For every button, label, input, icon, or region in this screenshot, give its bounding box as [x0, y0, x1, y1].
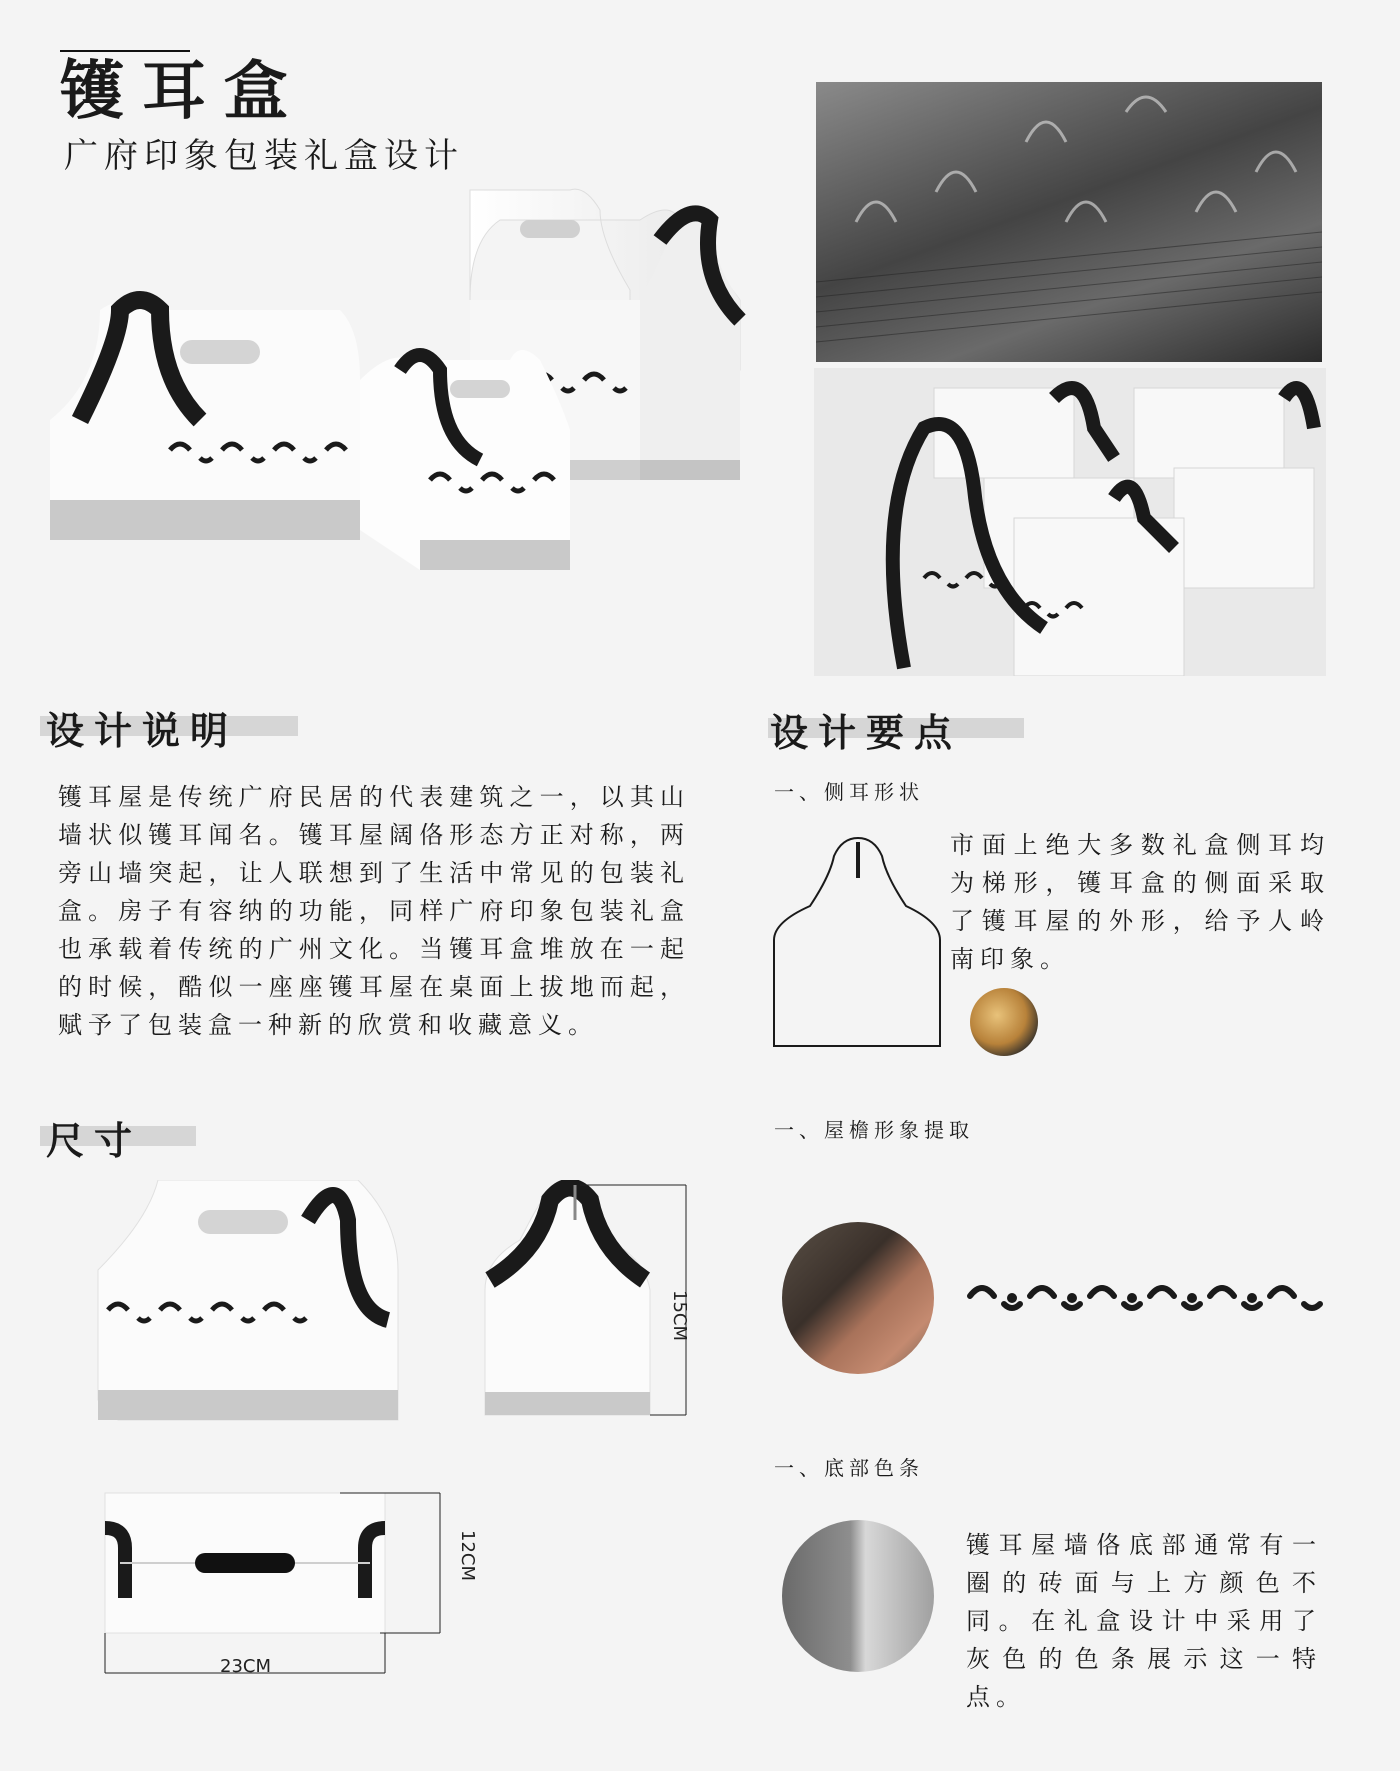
rooftop-reference-photo [816, 82, 1322, 362]
box-small [360, 350, 570, 570]
height-dimension-label: 15CM [669, 1290, 690, 1342]
size-box-render [88, 1180, 408, 1430]
trapezoid-box-reference-thumb [970, 988, 1038, 1056]
section-title-description: 设计说明 [46, 708, 239, 753]
wall-base-reference-photo [782, 1520, 934, 1672]
section-title-points: 设计要点 [770, 710, 963, 755]
eave-reference-photo [782, 1222, 934, 1374]
eave-wave-pattern [966, 1276, 1326, 1316]
depth-dimension-label: 12CM [457, 1530, 478, 1582]
side-ear-outline [772, 836, 942, 1048]
point2-heading: 一、屋檐形象提取 [774, 1118, 974, 1142]
top-view-render [100, 1488, 450, 1678]
point1-heading: 一、侧耳形状 [774, 780, 924, 804]
page-subtitle: 广府印象包装礼盒设计 [64, 136, 464, 176]
point3-heading: 一、底部色条 [774, 1456, 924, 1480]
section-title-size: 尺寸 [46, 1118, 143, 1163]
point1-text: 市面上绝大多数礼盒侧耳均为梯形，镬耳盒的侧面采取了镬耳屋的外形，给予人岭南印象。 [950, 831, 1330, 973]
description-text: 镬耳屋是传统广府民居的代表建筑之一，以其山墙状似镬耳闻名。镬耳屋阔佫形态方正对称，两旁山墙突起，让人联想到了生活中常见的包装礼盒。房子有容纳的功能，同样广府印象包装礼盒也承载着传统的广州文化。当镬耳盒堆放在一起的时候，酷似一座座镬耳屋在桌面上拔地而起，赋予了包装盒一种新的欣赏和收藏意义。 [58, 783, 690, 1039]
hero-product-render [40, 180, 760, 620]
page-title: 镬耳盒 [60, 54, 306, 129]
box-left [50, 300, 360, 540]
width-dimension-label: 23CM [220, 1656, 272, 1677]
stacked-boxes-photo [814, 368, 1326, 676]
point3-text: 镬耳屋墙佫底部通常有一圈的砖面与上方颜色不同。在礼盒设计中采用了灰色的色条展示这一特点。 [966, 1531, 1322, 1711]
